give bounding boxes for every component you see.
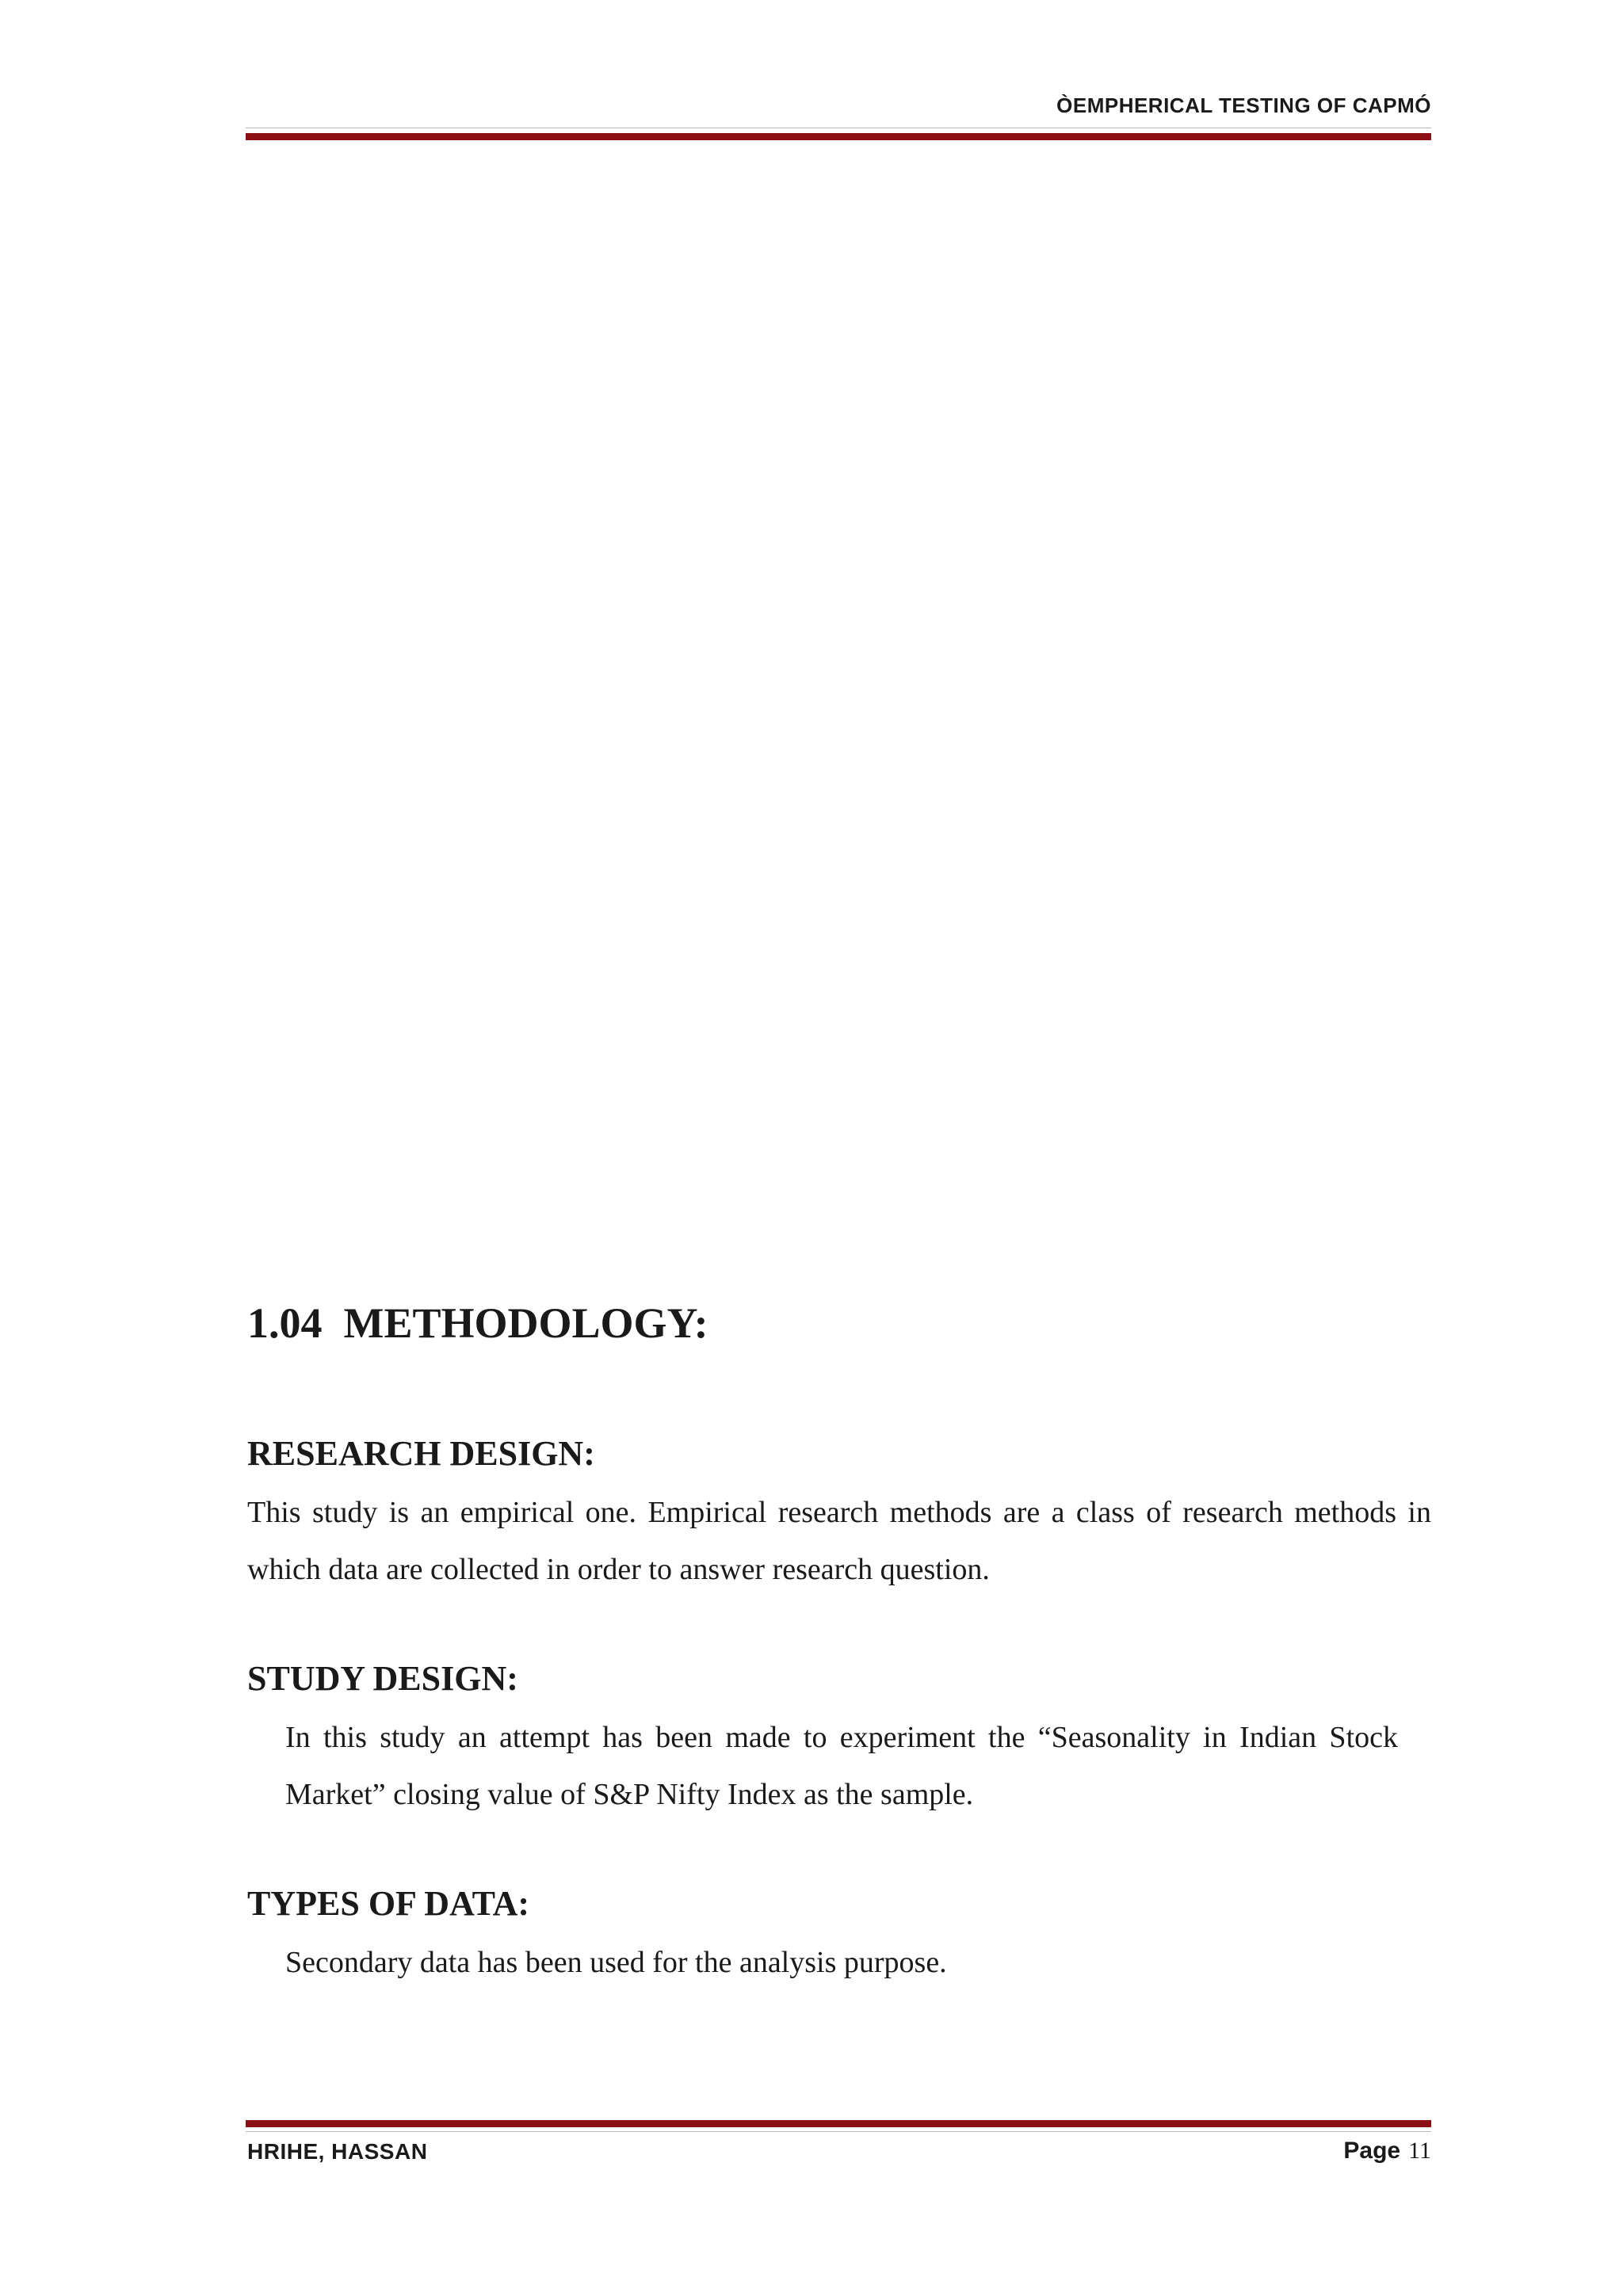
- types-of-data-heading: TYPES OF DATA:: [247, 1884, 530, 1923]
- study-design-heading: STUDY DESIGN:: [247, 1659, 518, 1698]
- research-design-paragraph: This study is an empirical one. Empirical research methods are a class of research methods in which data are collected in order to answer research question.: [247, 1496, 1431, 1586]
- research-design-heading: RESEARCH DESIGN:: [247, 1434, 595, 1473]
- footer-thin-rule: [246, 2131, 1431, 2132]
- section-title: 1.04 METHODOLOGY:: [247, 1299, 708, 1347]
- page-label: Page: [1343, 2138, 1401, 2164]
- study-design-paragraph: In this study an attempt has been made to experiment the “Seasonality in Indian Stock Market” closing value of S&P Nifty Index as the sample.: [285, 1721, 1398, 1811]
- types-of-data-paragraph: Secondary data has been used for the analysis purpose.: [285, 1946, 947, 1979]
- page-number: 11: [1408, 2138, 1431, 2164]
- page-content: [247, 1291, 1431, 1991]
- header-thick-rule: [246, 133, 1431, 140]
- footer-author: HRIHE, HASSAN: [247, 2139, 428, 2164]
- footer-page-indicator: [1343, 2138, 1431, 2164]
- running-header-title: ÒEMPHERICAL TESTING OF CAPMÓ: [1056, 93, 1431, 117]
- footer-thick-rule: [246, 2120, 1431, 2127]
